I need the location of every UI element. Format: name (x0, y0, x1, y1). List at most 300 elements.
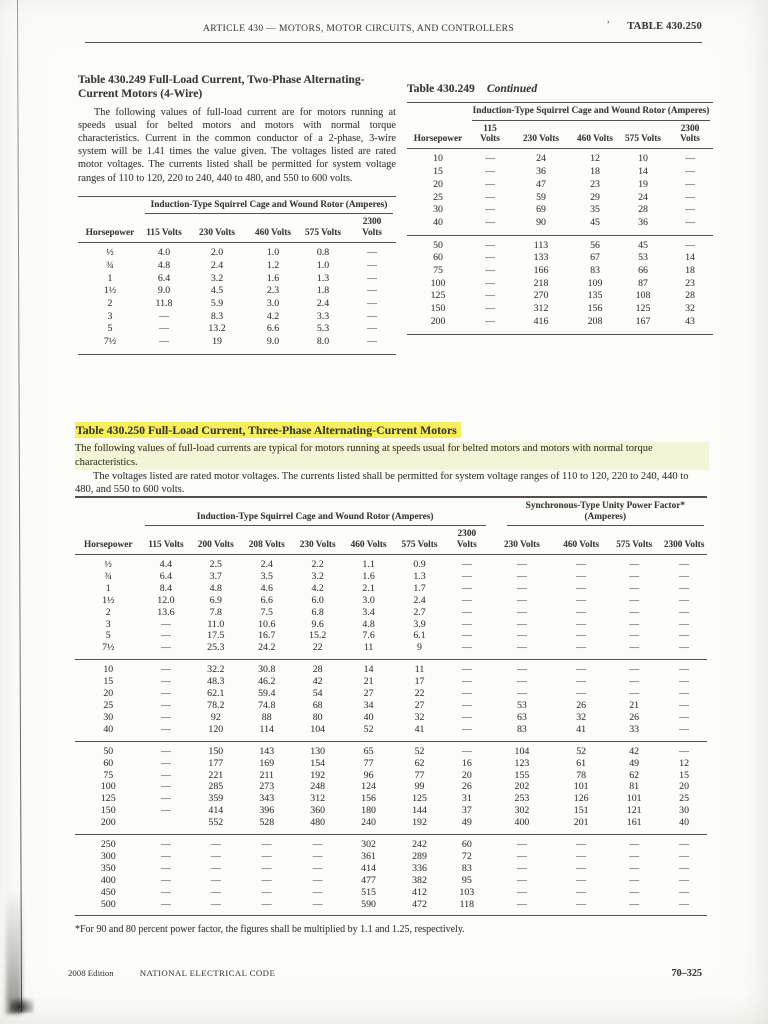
ampere-value-cell: — (485, 290, 495, 302)
ampere-value-cell: 30.8 (241, 659, 292, 676)
table-row (78, 243, 396, 260)
ampere-value-cell: 77 (414, 769, 425, 781)
ampere-value-cell: — (516, 594, 527, 606)
ampere-value-cell: 2.4 (413, 594, 426, 606)
horsepower-cell: 125 (430, 290, 446, 302)
ampere-value-cell: — (161, 688, 171, 700)
ampere-value-cell: 1.1 (362, 559, 375, 570)
ampere-value-cell: 253 (514, 793, 530, 805)
horsepower-cell: 10 (75, 659, 142, 676)
horsepower-cell: 200 (100, 817, 116, 829)
table-row (78, 311, 396, 324)
ampere-value-cell: 40 (679, 817, 690, 829)
induction-spanner-label: Induction-Type Squirrel Cage and Wound Rotor (Amperes) (472, 106, 710, 121)
ampere-value-cell: 3.7 (209, 570, 222, 582)
horsepower-cell: 350 (100, 862, 116, 874)
ampere-value-cell: — (679, 594, 690, 606)
ampere-value-cell: — (516, 850, 527, 862)
ampere-value-cell: — (489, 834, 556, 851)
horsepower-cell: 1½ (103, 285, 117, 297)
ampere-value-cell: 9.0 (157, 285, 171, 297)
ampere-value-cell: — (261, 850, 272, 862)
table-row (75, 817, 707, 834)
ampere-value-cell: — (261, 874, 272, 886)
ampere-value-cell: 2.4 (210, 259, 224, 271)
induction-spanner-cell (142, 498, 489, 526)
column-header: 115 Volts (142, 214, 186, 243)
table-430-249 (78, 196, 396, 355)
ampere-value-cell: — (190, 834, 241, 851)
ampere-value-cell: — (516, 559, 527, 570)
column-header: Horsepower (407, 121, 469, 150)
ampere-value-cell: 77 (363, 757, 374, 769)
horsepower-cell: 15 (433, 166, 443, 178)
table-row (407, 278, 713, 291)
ampere-value-cell: — (629, 850, 640, 862)
ampere-value-cell: 18 (685, 265, 695, 277)
ampere-value-cell: — (679, 886, 690, 898)
horsepower-cell: 7½ (102, 642, 115, 654)
ampere-value-cell: 135 (587, 290, 603, 302)
ampere-value-cell: 9 (417, 642, 422, 654)
ampere-value-cell: 26 (576, 699, 587, 711)
ampere-value-cell: 74.8 (258, 699, 276, 711)
ampere-value-cell: 53 (638, 252, 648, 264)
ampere-value-cell: 30 (679, 805, 690, 817)
ampere-value-cell: — (485, 191, 495, 203)
ampere-value-cell: 552 (208, 817, 224, 829)
ampere-value-cell: — (367, 285, 377, 297)
table-250-wrap (75, 496, 709, 935)
table-row (78, 285, 396, 298)
ampere-value-cell: 416 (533, 315, 549, 327)
ampere-value-cell: 6.0 (311, 594, 324, 606)
horsepower-cell: 5 (107, 323, 113, 335)
ampere-value-cell: — (312, 850, 323, 862)
spacer-cell (407, 103, 469, 121)
ampere-value-cell: 72 (461, 850, 472, 862)
ampere-value-cell: 83 (516, 723, 527, 735)
horsepower-cell: 3 (105, 618, 111, 630)
ampere-value-cell: 8.4 (159, 582, 173, 594)
ampere-value-cell: 62 (414, 757, 425, 769)
ampere-value-cell: 3.0 (266, 298, 280, 310)
ampere-value-cell: 156 (361, 793, 376, 805)
ampere-value-cell: — (142, 659, 191, 676)
ampere-value-cell: 4.6 (260, 582, 273, 594)
ampere-value-cell: — (516, 630, 527, 642)
ampere-value-cell: 36 (536, 166, 546, 178)
ampere-value-cell: 143 (241, 741, 292, 758)
ampere-value-cell: 29 (590, 191, 600, 203)
ampere-value-cell: — (679, 898, 690, 910)
ampere-value-cell: — (576, 630, 587, 642)
ampere-value-cell: 28 (292, 659, 343, 676)
table-row (75, 851, 707, 863)
horsepower-cell: 200 (430, 315, 446, 327)
ampere-value-cell: — (161, 769, 171, 781)
ampere-value-cell: — (461, 642, 472, 654)
spanner-row (75, 498, 707, 526)
ampere-value-cell: — (661, 741, 707, 758)
ampere-value-cell: — (679, 618, 690, 630)
ampere-value-cell: 19 (638, 178, 648, 190)
horsepower-cell: 1 (107, 272, 113, 284)
ampere-value-cell: 1.3 (316, 272, 330, 284)
column-header-row (78, 214, 396, 243)
ampere-value-cell: 54 (312, 688, 323, 700)
ampere-value-cell: 16 (461, 757, 472, 769)
ampere-value-cell: — (445, 659, 489, 676)
ampere-value-cell: 9.6 (311, 618, 324, 630)
ampere-value-cell: 62.1 (207, 688, 225, 700)
column-header: 230 Volts (511, 121, 571, 150)
column-header: 208 Volts (241, 526, 292, 555)
ampere-value-cell: 18 (590, 166, 600, 178)
table-row (407, 316, 713, 334)
horsepower-cell: 125 (100, 793, 116, 805)
article-title: ARTICLE 430 — MOTORS, MOTOR CIRCUITS, AND CONTROLLERS (202, 23, 515, 34)
edition-label: 2008 Edition (68, 968, 114, 978)
table-row (75, 770, 707, 782)
ampere-value-cell: 121 (626, 805, 642, 817)
ampere-value-cell: — (261, 886, 272, 898)
ampere-value-cell: 36 (638, 216, 648, 228)
ampere-value-cell: 24 (536, 153, 546, 165)
ampere-value-cell: 125 (635, 303, 651, 315)
ampere-value-cell: 81 (629, 781, 640, 793)
ampere-value-cell: 289 (412, 850, 427, 862)
horsepower-cell: 2 (105, 606, 111, 618)
ampere-value-cell: — (629, 642, 640, 654)
ampere-value-cell: — (607, 834, 661, 851)
ampere-value-cell: — (261, 898, 272, 910)
ampere-value-cell: — (485, 315, 495, 327)
ampere-value-cell: 10 (638, 153, 648, 165)
table-row (78, 273, 396, 286)
ampere-value-cell: — (161, 630, 171, 642)
ampere-value-cell: 9.0 (266, 336, 280, 348)
ampere-value-cell: 273 (259, 781, 275, 793)
ampere-value-cell: 4.0 (157, 247, 171, 259)
ampere-value-cell: 35 (590, 204, 600, 216)
ampere-value-cell: — (679, 676, 690, 688)
ampere-value-cell: — (367, 298, 377, 310)
ampere-value-cell: — (679, 559, 690, 570)
column-header: 2300 Volts (661, 526, 707, 555)
ampere-value-cell: 124 (361, 781, 376, 793)
ampere-value-cell: — (445, 741, 489, 758)
horsepower-cell: 1 (105, 582, 111, 594)
ampere-value-cell: — (461, 559, 472, 570)
ampere-value-cell: 13.6 (157, 606, 175, 618)
ampere-value-cell: 32 (414, 711, 425, 723)
ampere-value-cell: — (241, 834, 292, 851)
spacer-cell (78, 197, 142, 215)
ampere-value-cell: 0.8 (316, 247, 330, 259)
ampere-value-cell: — (576, 570, 587, 582)
ampere-value-cell: 23 (685, 277, 695, 289)
ampere-value-cell: — (161, 618, 171, 630)
ampere-value-cell: 78.2 (207, 699, 225, 711)
column-header-row (407, 121, 713, 150)
table-249-intro (78, 106, 396, 185)
ampere-value-cell: — (685, 204, 695, 216)
ampere-value-cell: — (516, 618, 527, 630)
ampere-value-cell: 96 (363, 769, 374, 781)
horsepower-cell: 25 (103, 699, 114, 711)
ampere-value-cell: 4.2 (311, 582, 324, 594)
ampere-value-cell: — (629, 559, 640, 570)
ampere-value-cell: — (629, 606, 640, 618)
ampere-value-cell: — (210, 850, 221, 862)
ampere-value-cell: 4.8 (209, 582, 222, 594)
ampere-value-cell: 60 (445, 834, 489, 851)
ampere-value-cell: 49 (461, 817, 472, 829)
ampere-value-cell: 270 (533, 290, 549, 302)
ampere-value-cell: — (312, 886, 323, 898)
ampere-value-cell: 49 (629, 757, 640, 769)
ampere-value-cell: 22 (312, 642, 323, 654)
table-row (75, 863, 707, 875)
ampere-value-cell: 5.3 (316, 323, 330, 335)
table-249-continued-section (407, 82, 713, 335)
ampere-value-cell: — (516, 582, 527, 594)
ampere-value-cell: 34 (363, 699, 374, 711)
column-header: 2300 Volts (445, 526, 489, 555)
ampere-value-cell: 528 (259, 817, 275, 829)
horsepower-cell: 60 (433, 252, 443, 264)
ampere-value-cell: 114 (259, 723, 274, 735)
ampere-value-cell: 104 (310, 723, 326, 735)
horsepower-cell: 20 (433, 178, 443, 190)
horsepower-cell: ½ (104, 559, 112, 570)
ampere-value-cell: — (367, 272, 377, 284)
ampere-value-cell: 3.0 (362, 594, 375, 606)
table-row (75, 659, 707, 676)
ampere-value-cell: 1.0 (266, 247, 280, 259)
ampere-value-cell: 78 (576, 769, 587, 781)
table-row (407, 303, 713, 316)
ampere-value-cell: — (576, 874, 587, 886)
ampere-value-cell: 144 (412, 805, 427, 817)
ampere-value-cell: — (485, 178, 495, 190)
ampere-value-cell: 166 (533, 265, 549, 277)
ampere-value-cell: 3.2 (311, 570, 324, 582)
horsepower-cell: 400 (100, 874, 116, 886)
ampere-value-cell: 41 (414, 723, 425, 735)
ampere-value-cell: 1.2 (266, 259, 280, 271)
ampere-value-cell: — (685, 153, 695, 165)
table-row (75, 630, 707, 642)
table-row (75, 676, 707, 688)
continued-title-main: Table 430.249 (407, 82, 475, 95)
ampere-value-cell: 24 (638, 191, 648, 203)
ampere-value-cell: 472 (412, 898, 427, 910)
column-header: 460 Volts (571, 121, 619, 150)
ampere-value-cell: 343 (259, 793, 275, 805)
ampere-value-cell: — (629, 898, 640, 910)
ampere-value-cell: — (261, 862, 272, 874)
ampere-value-cell: 1.6 (362, 570, 375, 582)
ampere-value-cell: 6.1 (413, 630, 426, 642)
ampere-value-cell: 13.2 (208, 323, 226, 335)
ampere-value-cell: — (461, 630, 472, 642)
ampere-value-cell: 360 (310, 805, 326, 817)
ampere-value-cell: — (161, 711, 171, 723)
ampere-value-cell: — (292, 834, 343, 851)
ampere-value-cell: 113 (511, 235, 571, 253)
ampere-value-cell: 6.4 (157, 272, 171, 284)
table-249-title: Table 430.249 Full-Load Current, Two-Phase Alternating-Current Motors (4-Wire) (78, 73, 365, 100)
ampere-value-cell: — (679, 723, 690, 735)
induction-spanner-label: Induction-Type Squirrel Cage and Wound Rotor (Amperes) (145, 200, 393, 215)
ampere-value-cell: 6.6 (260, 594, 273, 606)
horsepower-cell: 75 (103, 769, 114, 781)
ampere-value-cell: — (161, 862, 171, 874)
ampere-value-cell: 3.4 (362, 606, 375, 618)
column-header-row (75, 526, 707, 555)
ampere-value-cell: — (667, 235, 713, 253)
header-rule (85, 42, 702, 43)
scan-corner-blob (10, 998, 34, 1013)
ampere-value-cell: — (685, 166, 695, 178)
column-header: 460 Volts (248, 214, 298, 243)
ampere-value-cell: 7.5 (260, 606, 273, 618)
ampere-value-cell: — (469, 235, 511, 253)
ampere-value-cell: 202 (514, 781, 530, 793)
ampere-value-cell: — (685, 191, 695, 203)
ampere-value-cell: 45 (619, 235, 667, 253)
ampere-value-cell: 6.6 (266, 323, 280, 335)
ampere-value-cell: 1.8 (316, 285, 330, 297)
ampere-value-cell: 62 (629, 769, 640, 781)
ampere-value-cell: 414 (361, 862, 376, 874)
ampere-value-cell: — (159, 323, 169, 335)
table-row (75, 741, 707, 758)
ampere-value-cell: 312 (533, 303, 549, 315)
ampere-value-cell: 133 (533, 252, 549, 264)
ampere-value-cell: — (679, 711, 690, 723)
table-row (407, 265, 713, 278)
ampere-value-cell: 218 (533, 277, 549, 289)
ampere-value-cell: 1.3 (413, 570, 426, 582)
ampere-value-cell: 31 (461, 793, 472, 805)
ampere-value-cell: — (485, 166, 495, 178)
ampere-value-cell: — (161, 874, 171, 886)
ampere-value-cell: 80 (312, 711, 323, 723)
table-row (407, 235, 713, 253)
ampere-value-cell: — (685, 178, 695, 190)
ampere-value-cell: 412 (412, 886, 427, 898)
ampere-value-cell: 400 (514, 817, 530, 829)
spanner-cell (469, 103, 713, 121)
ampere-value-cell: 101 (573, 781, 589, 793)
ampere-value-cell: — (516, 862, 527, 874)
horsepower-cell: 5 (105, 630, 111, 642)
ampere-value-cell: — (210, 862, 221, 874)
ampere-value-cell: 130 (292, 741, 343, 758)
table-row (78, 323, 396, 336)
ampere-value-cell: 42 (312, 676, 323, 688)
table-row (75, 805, 707, 817)
ampere-value-cell: 3.9 (413, 618, 426, 630)
horsepower-cell: 10 (433, 153, 443, 165)
ampere-value-cell: 20 (679, 781, 690, 793)
induction-spanner-label: Induction-Type Squirrel Cage and Wound Rotor (Amperes) (145, 512, 486, 527)
ampere-value-cell: — (159, 336, 169, 348)
ampere-value-cell: 118 (459, 898, 475, 910)
ampere-value-cell: 2.5 (209, 559, 222, 570)
ampere-value-cell: 2.2 (311, 559, 324, 570)
column-header: 115 Volts (469, 121, 511, 150)
table-row (75, 619, 707, 631)
scan-mark: ’ (606, 20, 610, 31)
horsepower-cell: 40 (433, 216, 443, 228)
table-250-intro-2 (75, 470, 709, 498)
ampere-value-cell: 45 (590, 216, 600, 228)
ampere-value-cell: 28 (685, 290, 695, 302)
ampere-value-cell: 11 (363, 642, 374, 654)
ampere-value-cell: 477 (361, 874, 376, 886)
ampere-value-cell: 26 (629, 711, 640, 723)
ampere-value-cell: 25.3 (207, 642, 225, 654)
ampere-value-cell: — (489, 659, 556, 676)
ampere-value-cell: 104 (489, 741, 556, 758)
table-250-intro-2-text: The voltages listed are rated motor voltages. The currents listed shall be permitted for system voltage ranges of 110 to 120, 220 to 240, 440 to 480, and 550 to 600 volts. (75, 470, 689, 496)
ampere-value-cell: 109 (587, 277, 603, 289)
ampere-value-cell: — (161, 886, 171, 898)
ampere-value-cell: — (210, 886, 221, 898)
ampere-value-cell: 11 (394, 659, 445, 676)
ampere-value-cell: — (629, 874, 640, 886)
ampere-value-cell: 201 (573, 817, 589, 829)
ampere-value-cell: — (161, 850, 171, 862)
horsepower-cell: 3 (107, 310, 113, 322)
ampere-value-cell: 336 (412, 862, 427, 874)
ampere-value-cell: — (516, 886, 527, 898)
ampere-value-cell: 42 (607, 741, 661, 758)
ampere-value-cell: — (161, 642, 171, 654)
ampere-value-cell: 4.8 (157, 259, 171, 271)
ampere-value-cell: 4.5 (210, 285, 224, 297)
ampere-value-cell: — (142, 834, 191, 851)
ampere-value-cell: 6.8 (311, 606, 324, 618)
column-header: Horsepower (75, 526, 142, 555)
ampere-value-cell: 120 (208, 723, 224, 735)
ampere-value-cell: — (679, 630, 690, 642)
ampere-value-cell: 11.8 (155, 298, 173, 310)
ampere-value-cell: — (629, 570, 640, 582)
ampere-value-cell: 63 (516, 711, 527, 723)
ampere-value-cell: 52 (555, 741, 607, 758)
ampere-value-cell: 24.2 (258, 642, 276, 654)
table-row (75, 724, 707, 741)
ampere-value-cell: — (461, 618, 472, 630)
column-header: 2300 Volts (348, 214, 396, 243)
horsepower-cell: 40 (103, 723, 114, 735)
ampere-value-cell: — (312, 862, 323, 874)
ampere-value-cell: 21 (363, 676, 374, 688)
ampere-value-cell: 480 (310, 817, 326, 829)
ampere-value-cell: 590 (361, 898, 376, 910)
table-row (407, 204, 713, 217)
horsepower-cell: 1½ (102, 594, 115, 606)
ampere-value-cell: 312 (310, 793, 326, 805)
ampere-value-cell: — (312, 874, 323, 886)
ampere-value-cell: 12 (679, 757, 690, 769)
ampere-value-cell: 302 (514, 805, 530, 817)
